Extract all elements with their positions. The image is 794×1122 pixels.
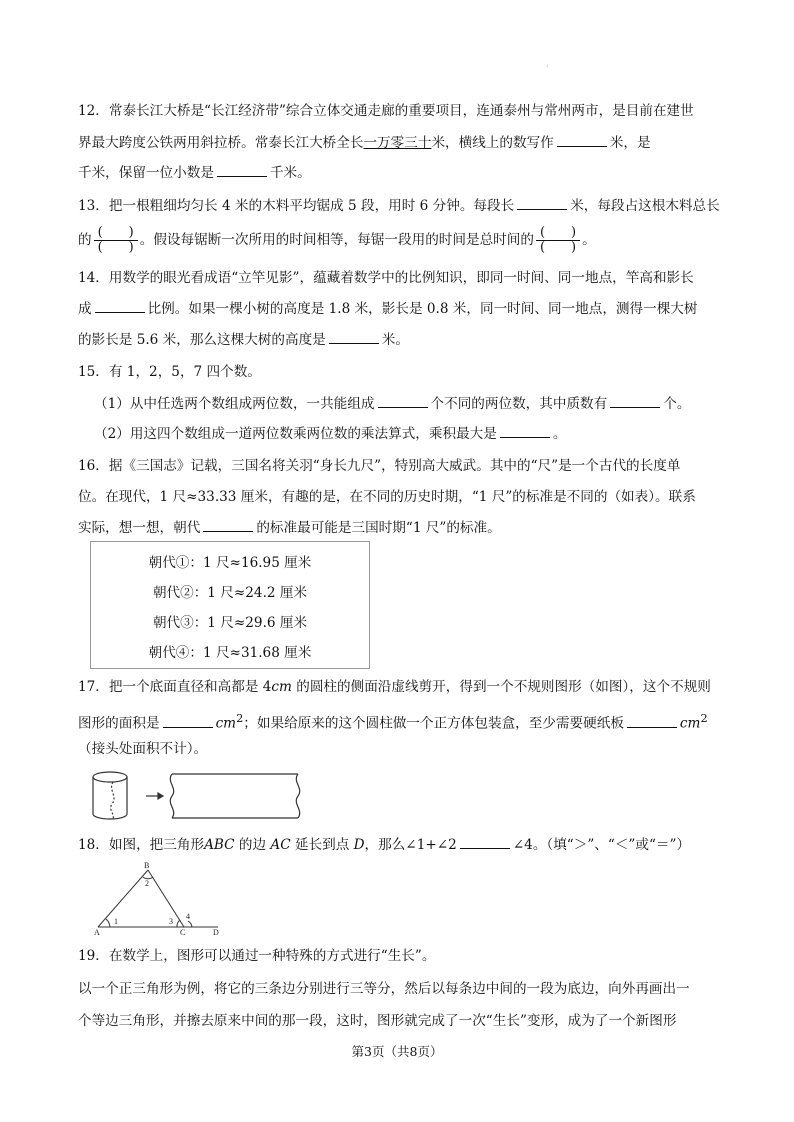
q17-line1: 17．把一个底面直径和高都是 4cm 的圆柱的侧面沿虚线剪开，得到一个不规则图形（如图），这个不规则 (78, 679, 711, 695)
q14-line3: 的影长是 5.6 米，那么这棵大树的高度是 米。 (78, 332, 409, 348)
dynasty-row-3: 朝代③：1 尺≈29.6 厘米 (152, 615, 308, 631)
q17-line3: （接头处面积不计）。 (78, 741, 208, 757)
q14-line2: 成 比例。如果一棵小树的高度是 1.8 米，影长是 0.8 米，同一时间、同一地点，测得一棵大树 (78, 301, 698, 317)
dynasty-row-2: 朝代②：1 尺≈24.2 厘米 (152, 585, 308, 601)
answer-blank[interactable] (217, 163, 267, 177)
answer-blank[interactable] (378, 394, 428, 408)
q16-line2: 位。在现代，1 尺≈33.33 厘米，有趣的是，在不同的历史时期，“1 尺”的标准是不同的（如表）。联系 (78, 489, 696, 505)
answer-blank[interactable] (163, 714, 213, 728)
answer-blank[interactable] (627, 714, 677, 728)
angle-label-2: 2 (145, 879, 149, 888)
q16-line1: 16．据《三国志》记载，三国名将关羽“身长九尺”，特别高大威武。其中的“尺”是一个古代的长度单 (78, 458, 681, 474)
q19-line2: 以一个正三角形为例，将它的三条边分别进行三等分，然后以每条边中间的一段为底边，向外再画出一 (78, 981, 690, 997)
angle-label-1: 1 (114, 917, 118, 926)
q17-line2: 图形的面积是 $cm^2$；如果给原来的这个圆柱做一个正方体包装盒，至少需要硬纸板 $cm^2$ (78, 711, 708, 732)
q14-line1: 14．用数学的眼光看成语“立竿见影”，蕴藏着数学中的比例知识，即同一时间、同一地点，竿高和影长 (78, 270, 694, 286)
answer-blank[interactable] (500, 424, 550, 438)
q15-sub1: （1）从中任选两个数组成两位数，一共能组成 个不同的两位数，其中质数有 个。 (94, 396, 691, 412)
answer-blank[interactable] (610, 394, 660, 408)
q12-line1: 12．常泰长江大桥是“长江经济带”综合立体交通走廊的重要项目，连通泰州与常州两市，是目前在建世 (78, 103, 694, 119)
vertex-label-a: A (94, 928, 100, 936)
q13-line1: 13．把一根粗细均匀长 4 米的木料平均锯成 5 段，用时 6 分钟。每段长 米，每段占这根木料总长 (78, 198, 720, 214)
cylinder-net-figure (88, 768, 308, 824)
triangle-abc-figure (92, 860, 222, 936)
answer-blank[interactable] (517, 196, 567, 210)
vertex-label-d: D (213, 928, 219, 936)
q19-line1: 19．在数学上，图形可以通过一种特殊的方式进行“生长”。 (78, 948, 436, 964)
q12-line2: 界最大跨度公铁两用斜拉桥。常泰长江大桥全长一万零三十米，横线上的数写作 米，是 (78, 135, 651, 151)
dynasty-row-4: 朝代④：1 尺≈31.68 厘米 (148, 645, 312, 661)
dynasty-row-1: 朝代①：1 尺≈16.95 厘米 (148, 555, 312, 571)
q16-line3: 实际，想一想，朝代 的标准最可能是三国时期“1 尺”的标准。 (78, 520, 501, 536)
dynasty-table (90, 541, 370, 669)
underlined-number: 一万零三十 (363, 135, 432, 151)
answer-blank[interactable] (557, 133, 607, 147)
q12-line3: 千米，保留一位小数是 千米。 (78, 165, 311, 181)
answer-blank[interactable] (329, 330, 379, 344)
answer-blank[interactable] (460, 835, 510, 849)
q15-sub2: （2）用这四个数组成一道两位数乘两位数的乘法算式，乘积最大是 。 (94, 426, 567, 442)
answer-blank[interactable] (95, 299, 145, 313)
q18-line1: 18．如图，把三角形ABC 的边 AC 延长到点 D，那么∠1+∠2 ∠4。（填“＞”、“＜”或“＝”） (78, 837, 691, 853)
decorative-dot: · (546, 62, 549, 71)
vertex-label-b: B (144, 861, 150, 870)
fraction-blank[interactable]: $\frac{( )}{( )}$ (94, 226, 138, 255)
q15-line1: 15．有 1，2，5，7 四个数。 (78, 364, 261, 380)
q13-line2: 的 $\frac{( )}{( )}$ 。假设每锯断一次所用的时间相等，每锯一段用的时间是总时间的 $\frac{( )}{( )}$ 。 (78, 225, 596, 255)
angle-label-3: 3 (169, 917, 173, 926)
angle-label-4: 4 (186, 912, 190, 921)
vertex-label-c: C (180, 928, 186, 936)
q19-line3: 个等边三角形，并擦去原来中间的那一段，这时，图形就完成了一次“生长”变形，成为了一个新图形 (78, 1013, 677, 1029)
fraction-blank[interactable]: $\frac{( )}{( )}$ (536, 226, 580, 255)
page-footer: 第3页（共8页） (351, 1044, 443, 1059)
answer-blank[interactable] (203, 518, 253, 532)
